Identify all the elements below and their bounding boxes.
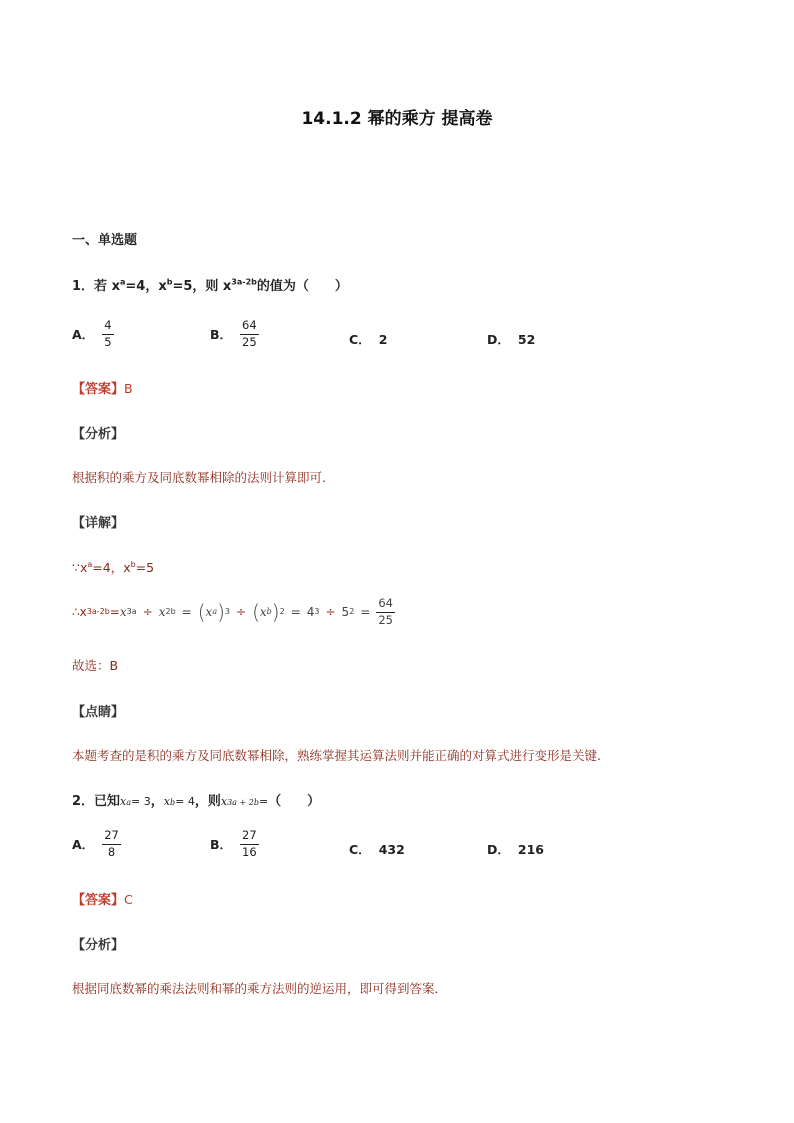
question-2-stem: 2．已知 x a = 3 ， x b = 4 ，则 x 3a + 2b = （ ）	[72, 794, 321, 809]
q1-detail-label: 【详解】	[72, 516, 125, 531]
q2-answer: 【答案】C	[72, 892, 133, 908]
fraction: $\frac{27}{16}$	[242, 828, 257, 859]
question-1-stem: 1．若 $x^a=4$，$x^b=5$，则 $x^{3a-2b}$的值为（ ）	[72, 277, 348, 294]
q2-option-a: A． $\frac{27}{8}$	[72, 828, 119, 859]
page-title: 14.1.2 幂的乘方 提高卷	[301, 109, 493, 129]
q1-given: $\because x^a=4$，$x^b=5$	[72, 559, 155, 575]
q2-option-b: B． $\frac{27}{16}$	[210, 828, 257, 859]
q1-comment-text: 本题考查的是积的乘方及同底数幂相除，熟练掌握其运算法则并能正确的对算式进行变形是关键.	[72, 748, 601, 763]
q1-comment-label: 【点睛】	[72, 705, 125, 720]
fraction: $\frac{4}{5}$	[104, 318, 112, 349]
section-heading: 一、单选题	[72, 233, 138, 248]
fraction: $\frac{64}{25}$	[378, 596, 393, 627]
q1-option-a: A． $\frac{4}{5}$	[72, 318, 112, 349]
q1-option-d: D． 52	[487, 331, 536, 347]
q1-analysis-text: 根据积的乘方及同底数幂相除的法则计算即可.	[72, 470, 326, 485]
q1-analysis-label: 【分析】	[72, 427, 125, 442]
q1-answer: 【答案】B	[72, 381, 133, 397]
q1-calculation: ∴x 3a-2b = x 3a ÷ x 2b = ( x a ) 3 ÷ ( x b ) 2 = 4 3 ÷ 5 2 = $\frac{64}{25}$	[72, 596, 393, 627]
q2-option-d: D． 216	[487, 841, 544, 857]
q1-option-b: B． $\frac{64}{25}$	[210, 318, 257, 349]
q2-analysis-label: 【分析】	[72, 938, 125, 953]
q2-option-c: C． 432	[349, 841, 405, 857]
q1-choose: 故选：B	[72, 658, 119, 673]
fraction: $\frac{27}{8}$	[104, 828, 119, 859]
fraction: $\frac{64}{25}$	[242, 318, 257, 349]
q1-option-c: C． 2	[349, 331, 388, 347]
q2-analysis-text: 根据同底数幂的乘法法则和幂的乘方法则的逆运用，即可得到答案．	[72, 981, 448, 996]
